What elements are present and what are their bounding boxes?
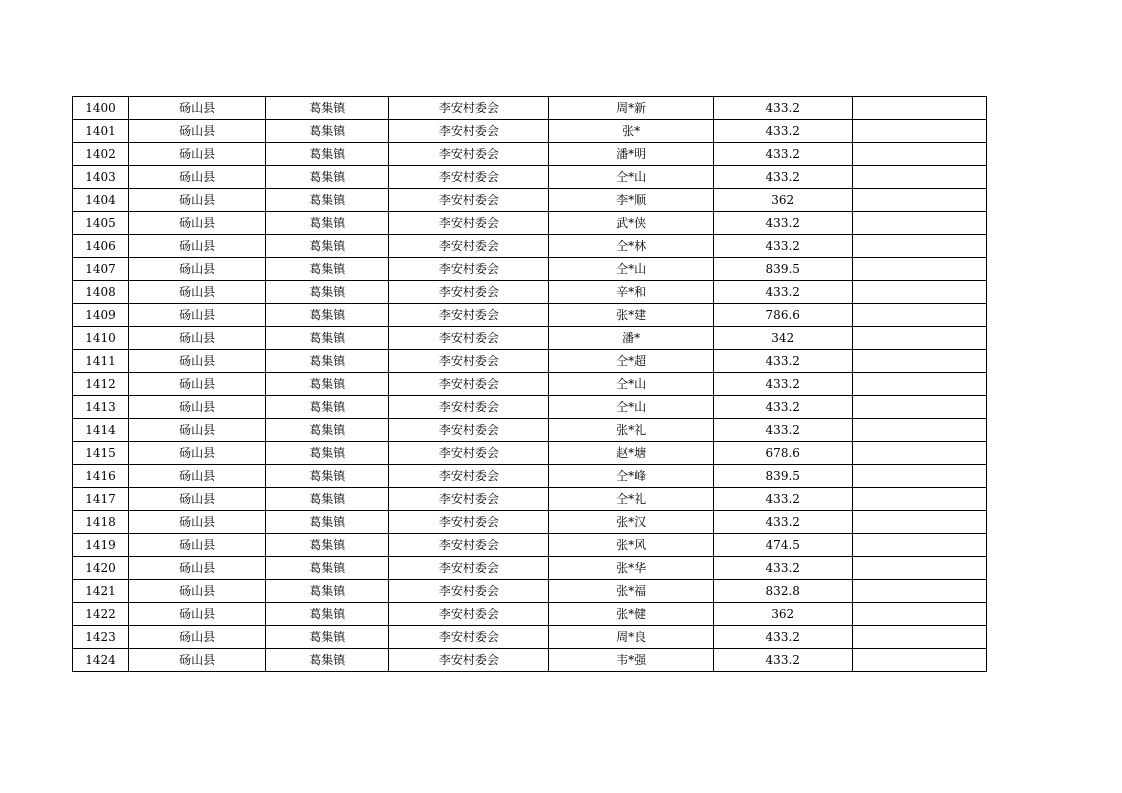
amount-cell: 342 [713,327,852,350]
row-number-cell: 1400 [73,97,129,120]
note-cell [852,143,986,166]
town-cell: 葛集镇 [266,465,389,488]
note-cell [852,120,986,143]
row-number-cell: 1418 [73,511,129,534]
village-committee-cell: 李安村委会 [389,120,549,143]
row-number-cell: 1415 [73,442,129,465]
person-name-cell: 仝*山 [549,396,713,419]
town-cell: 葛集镇 [266,488,389,511]
village-committee-cell: 李安村委会 [389,281,549,304]
county-cell: 砀山县 [129,511,266,534]
note-cell [852,419,986,442]
county-cell: 砀山县 [129,350,266,373]
table-row [73,557,987,580]
note-cell [852,235,986,258]
row-number-cell: 1417 [73,488,129,511]
town-cell: 葛集镇 [266,580,389,603]
town-cell: 葛集镇 [266,350,389,373]
amount-cell: 433.2 [713,235,852,258]
row-number-cell: 1409 [73,304,129,327]
person-name-cell: 张*汉 [549,511,713,534]
person-name-cell: 赵*塘 [549,442,713,465]
row-number-cell: 1405 [73,212,129,235]
town-cell: 葛集镇 [266,511,389,534]
note-cell [852,511,986,534]
table-row [73,419,987,442]
village-committee-cell: 李安村委会 [389,212,549,235]
village-committee-cell: 李安村委会 [389,189,549,212]
row-number-cell: 1410 [73,327,129,350]
row-number-cell: 1424 [73,649,129,672]
village-committee-cell: 李安村委会 [389,580,549,603]
note-cell [852,189,986,212]
county-cell: 砀山县 [129,212,266,235]
village-committee-cell: 李安村委会 [389,235,549,258]
note-cell [852,465,986,488]
town-cell: 葛集镇 [266,189,389,212]
village-committee-cell: 李安村委会 [389,649,549,672]
row-number-cell: 1413 [73,396,129,419]
amount-cell: 433.2 [713,120,852,143]
note-cell [852,488,986,511]
table-body [73,97,987,672]
table-row [73,465,987,488]
row-number-cell: 1411 [73,350,129,373]
note-cell [852,580,986,603]
amount-cell: 678.6 [713,442,852,465]
village-committee-cell: 李安村委会 [389,603,549,626]
county-cell: 砀山县 [129,626,266,649]
amount-cell: 474.5 [713,534,852,557]
county-cell: 砀山县 [129,258,266,281]
person-name-cell: 张*福 [549,580,713,603]
note-cell [852,350,986,373]
village-committee-cell: 李安村委会 [389,465,549,488]
person-name-cell: 潘*明 [549,143,713,166]
note-cell [852,327,986,350]
town-cell: 葛集镇 [266,534,389,557]
person-name-cell: 张*华 [549,557,713,580]
amount-cell: 433.2 [713,373,852,396]
table-row [73,442,987,465]
person-name-cell: 张*风 [549,534,713,557]
person-name-cell: 仝*峰 [549,465,713,488]
row-number-cell: 1419 [73,534,129,557]
village-committee-cell: 李安村委会 [389,97,549,120]
note-cell [852,281,986,304]
table-row [73,511,987,534]
amount-cell: 832.8 [713,580,852,603]
person-name-cell: 潘* [549,327,713,350]
table-row [73,189,987,212]
note-cell [852,626,986,649]
town-cell: 葛集镇 [266,120,389,143]
row-number-cell: 1402 [73,143,129,166]
row-number-cell: 1404 [73,189,129,212]
county-cell: 砀山县 [129,373,266,396]
county-cell: 砀山县 [129,396,266,419]
amount-cell: 362 [713,603,852,626]
county-cell: 砀山县 [129,304,266,327]
row-number-cell: 1401 [73,120,129,143]
table-row [73,143,987,166]
county-cell: 砀山县 [129,120,266,143]
amount-cell: 362 [713,189,852,212]
county-cell: 砀山县 [129,97,266,120]
note-cell [852,304,986,327]
town-cell: 葛集镇 [266,626,389,649]
beneficiary-table [72,96,987,672]
amount-cell: 433.2 [713,511,852,534]
note-cell [852,212,986,235]
person-name-cell: 张*健 [549,603,713,626]
table-row [73,166,987,189]
person-name-cell: 韦*强 [549,649,713,672]
person-name-cell: 周*良 [549,626,713,649]
table-row [73,649,987,672]
village-committee-cell: 李安村委会 [389,419,549,442]
row-number-cell: 1422 [73,603,129,626]
county-cell: 砀山县 [129,327,266,350]
table-row [73,304,987,327]
amount-cell: 433.2 [713,649,852,672]
table-row [73,258,987,281]
person-name-cell: 李*顺 [549,189,713,212]
table-row [73,488,987,511]
county-cell: 砀山县 [129,189,266,212]
row-number-cell: 1420 [73,557,129,580]
town-cell: 葛集镇 [266,442,389,465]
town-cell: 葛集镇 [266,649,389,672]
note-cell [852,258,986,281]
table-row [73,626,987,649]
town-cell: 葛集镇 [266,235,389,258]
village-committee-cell: 李安村委会 [389,488,549,511]
village-committee-cell: 李安村委会 [389,442,549,465]
amount-cell: 839.5 [713,258,852,281]
note-cell [852,166,986,189]
town-cell: 葛集镇 [266,304,389,327]
amount-cell: 786.6 [713,304,852,327]
row-number-cell: 1414 [73,419,129,442]
town-cell: 葛集镇 [266,603,389,626]
county-cell: 砀山县 [129,580,266,603]
village-committee-cell: 李安村委会 [389,396,549,419]
person-name-cell: 仝*林 [549,235,713,258]
table-row [73,120,987,143]
person-name-cell: 张* [549,120,713,143]
county-cell: 砀山县 [129,166,266,189]
town-cell: 葛集镇 [266,373,389,396]
note-cell [852,557,986,580]
row-number-cell: 1408 [73,281,129,304]
town-cell: 葛集镇 [266,419,389,442]
village-committee-cell: 李安村委会 [389,557,549,580]
village-committee-cell: 李安村委会 [389,534,549,557]
row-number-cell: 1416 [73,465,129,488]
amount-cell: 433.2 [713,350,852,373]
county-cell: 砀山县 [129,465,266,488]
person-name-cell: 仝*山 [549,373,713,396]
amount-cell: 839.5 [713,465,852,488]
amount-cell: 433.2 [713,166,852,189]
village-committee-cell: 李安村委会 [389,327,549,350]
county-cell: 砀山县 [129,419,266,442]
person-name-cell: 武*侠 [549,212,713,235]
note-cell [852,396,986,419]
row-number-cell: 1407 [73,258,129,281]
note-cell [852,603,986,626]
amount-cell: 433.2 [713,97,852,120]
person-name-cell: 张*建 [549,304,713,327]
table-row [73,97,987,120]
county-cell: 砀山县 [129,488,266,511]
row-number-cell: 1421 [73,580,129,603]
village-committee-cell: 李安村委会 [389,350,549,373]
note-cell [852,373,986,396]
person-name-cell: 仝*礼 [549,488,713,511]
county-cell: 砀山县 [129,235,266,258]
table-row [73,212,987,235]
table-row [73,603,987,626]
table-row [73,327,987,350]
village-committee-cell: 李安村委会 [389,304,549,327]
county-cell: 砀山县 [129,442,266,465]
amount-cell: 433.2 [713,281,852,304]
village-committee-cell: 李安村委会 [389,373,549,396]
town-cell: 葛集镇 [266,327,389,350]
note-cell [852,534,986,557]
town-cell: 葛集镇 [266,557,389,580]
note-cell [852,97,986,120]
county-cell: 砀山县 [129,603,266,626]
amount-cell: 433.2 [713,557,852,580]
amount-cell: 433.2 [713,419,852,442]
row-number-cell: 1406 [73,235,129,258]
amount-cell: 433.2 [713,626,852,649]
town-cell: 葛集镇 [266,97,389,120]
person-name-cell: 辛*和 [549,281,713,304]
person-name-cell: 周*新 [549,97,713,120]
table-row [73,350,987,373]
town-cell: 葛集镇 [266,166,389,189]
county-cell: 砀山县 [129,557,266,580]
person-name-cell: 仝*超 [549,350,713,373]
town-cell: 葛集镇 [266,396,389,419]
village-committee-cell: 李安村委会 [389,511,549,534]
row-number-cell: 1412 [73,373,129,396]
table-row [73,534,987,557]
village-committee-cell: 李安村委会 [389,258,549,281]
amount-cell: 433.2 [713,212,852,235]
town-cell: 葛集镇 [266,143,389,166]
village-committee-cell: 李安村委会 [389,166,549,189]
town-cell: 葛集镇 [266,258,389,281]
row-number-cell: 1403 [73,166,129,189]
person-name-cell: 张*礼 [549,419,713,442]
row-number-cell: 1423 [73,626,129,649]
county-cell: 砀山县 [129,534,266,557]
village-committee-cell: 李安村委会 [389,626,549,649]
note-cell [852,442,986,465]
county-cell: 砀山县 [129,649,266,672]
county-cell: 砀山县 [129,143,266,166]
town-cell: 葛集镇 [266,212,389,235]
table-row [73,580,987,603]
table-row [73,396,987,419]
town-cell: 葛集镇 [266,281,389,304]
person-name-cell: 仝*山 [549,258,713,281]
amount-cell: 433.2 [713,396,852,419]
village-committee-cell: 李安村委会 [389,143,549,166]
table-row [73,373,987,396]
note-cell [852,649,986,672]
county-cell: 砀山县 [129,281,266,304]
table-row [73,281,987,304]
amount-cell: 433.2 [713,143,852,166]
amount-cell: 433.2 [713,488,852,511]
table-row [73,235,987,258]
person-name-cell: 仝*山 [549,166,713,189]
